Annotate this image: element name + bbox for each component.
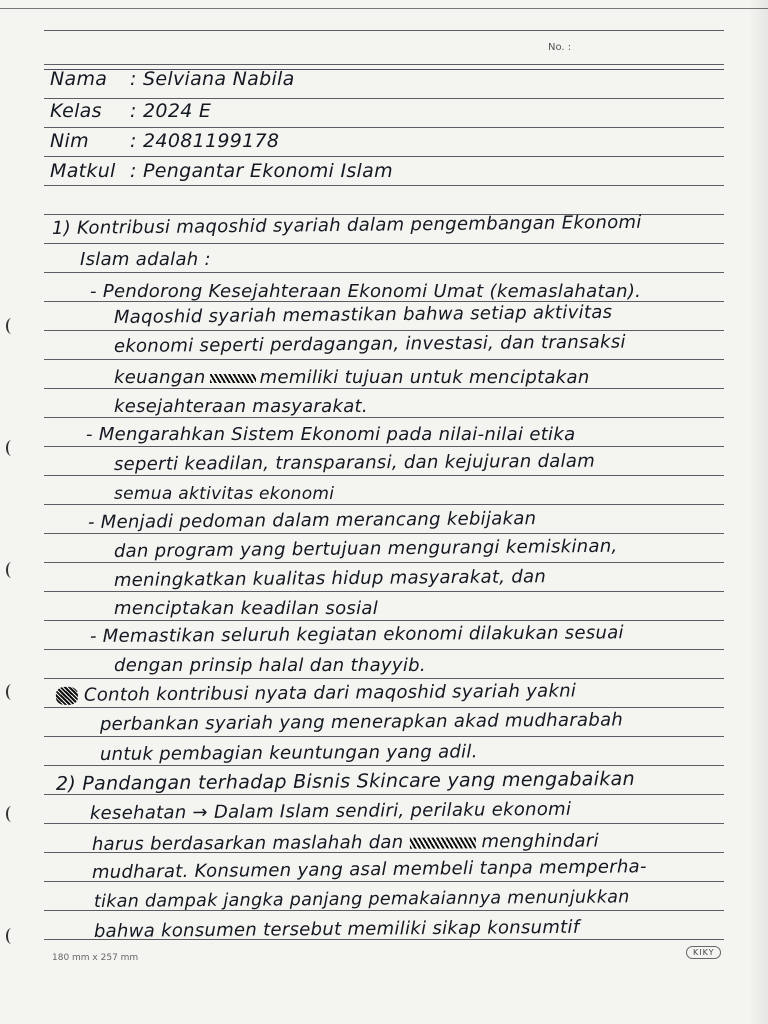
crossed-out-word: [210, 374, 256, 383]
page-top-edge: [0, 8, 768, 9]
nama-value: : Selviana Nabila: [130, 68, 295, 90]
ruled-line: [44, 678, 724, 679]
ruled-line: [44, 649, 724, 650]
text-fragment: Contoh kontribusi nyata dari maqoshid syariah yakni: [83, 680, 577, 706]
kelas-value: : 2024 E: [130, 100, 212, 122]
ruled-line: [44, 736, 724, 737]
ruled-line: [44, 620, 724, 621]
binder-hole: [6, 806, 17, 822]
paper-size-label: 180 mm x 257 mm: [52, 953, 139, 963]
text-fragment: memiliki tujuan untuk menciptakan: [259, 367, 590, 388]
text-line: perbankan syariah yang menerapkan akad mudharabah: [99, 709, 624, 735]
ruled-line: [44, 127, 724, 128]
matkul-value: : Pengantar Ekonomi Islam: [130, 160, 393, 182]
answer-2-heading: 2) Pandangan terhadap Bisnis Skincare yang mengabaikan: [55, 767, 635, 795]
text-line: - Pendorong Kesejahteraan Ekonomi Umat (kemaslahatan).: [90, 281, 642, 302]
ruled-line: [44, 64, 724, 65]
binder-hole: [6, 440, 17, 456]
crossed-out-word: [409, 837, 475, 848]
ruled-line: [44, 243, 724, 244]
example-line: [56, 679, 756, 706]
binder-hole: [6, 318, 17, 334]
text-line: dengan prinsip halal dan thayyib.: [114, 655, 426, 676]
ruled-line: [44, 272, 724, 273]
text-line: bahwa konsumen tersebut memiliki sikap konsumtif: [93, 916, 580, 942]
ruled-line: [44, 446, 724, 447]
ruled-line: [44, 475, 724, 476]
text-line-with-strike: [114, 367, 768, 388]
text-fragment: menghindari: [481, 830, 599, 853]
binder-hole: [6, 684, 17, 700]
ruled-line: [44, 98, 724, 99]
text-line: dan program yang bertujuan mengurangi kemiskinan,: [113, 535, 618, 562]
ruled-line: [44, 591, 724, 592]
binder-hole: [6, 562, 17, 578]
text-line: kesehatan → Dalam Islam sendiri, perilaku ekonomi: [89, 798, 572, 824]
scribbled-mark: [56, 687, 78, 705]
page-edge-shadow: [748, 0, 768, 1024]
text-line: ekonomi seperti perdagangan, investasi, dan transaksi: [113, 331, 626, 357]
text-line: tikan dampak jangka panjang pemakaiannya menunjukkan: [93, 887, 630, 912]
ruled-line: [44, 388, 724, 389]
nim-label: Nim: [50, 130, 89, 152]
binder-hole: [6, 928, 17, 944]
answer-1-heading: 1) Kontribusi maqoshid syariah dalam pengembangan Ekonomi: [51, 211, 642, 239]
ruled-line: [44, 185, 724, 186]
text-line: - Memastikan seluruh kegiatan ekonomi dilakukan sesuai: [89, 622, 624, 647]
ruled-line: [44, 562, 724, 563]
text-line: seperti keadilan, transparansi, dan kejujuran dalam: [113, 450, 596, 475]
text-fragment: harus berdasarkan maslahah dan: [91, 831, 404, 855]
text-line: mudharat. Konsumen yang asal membeli tanpa memperha-: [91, 856, 647, 883]
page-number-label: No. :: [548, 42, 572, 53]
text-fragment: keuangan: [114, 367, 206, 388]
text-line: - Menjadi pedoman dalam merancang kebijakan: [87, 508, 537, 533]
text-line: Maqoshid syariah memastikan bahwa setiap aktivitas: [113, 301, 613, 328]
ruled-line: [44, 533, 724, 534]
text-line: Islam adalah :: [80, 249, 211, 270]
ruled-line: [44, 707, 724, 708]
brand-logo: KIKY: [686, 946, 721, 959]
ruled-line: [44, 156, 724, 157]
text-line: - Mengarahkan Sistem Ekonomi pada nilai-nilai etika: [86, 424, 576, 445]
ruled-line: [44, 30, 724, 31]
nama-label: Nama: [50, 68, 108, 90]
ruled-line: [44, 359, 724, 360]
text-line: untuk pembagian keuntungan yang adil.: [99, 741, 478, 765]
ruled-line: [44, 417, 724, 418]
text-line: semua aktivitas ekonomi: [114, 484, 335, 504]
matkul-label: Matkul: [50, 160, 116, 182]
ruled-line: [44, 504, 724, 505]
text-line: meningkatkan kualitas hidup masyarakat, dan: [113, 566, 547, 591]
text-line: menciptakan keadilan sosial: [114, 598, 379, 619]
ruled-line: [44, 765, 724, 766]
kelas-label: Kelas: [50, 100, 102, 122]
nim-value: : 24081199178: [130, 130, 280, 152]
text-line: kesejahteraan masyarakat.: [114, 396, 368, 417]
